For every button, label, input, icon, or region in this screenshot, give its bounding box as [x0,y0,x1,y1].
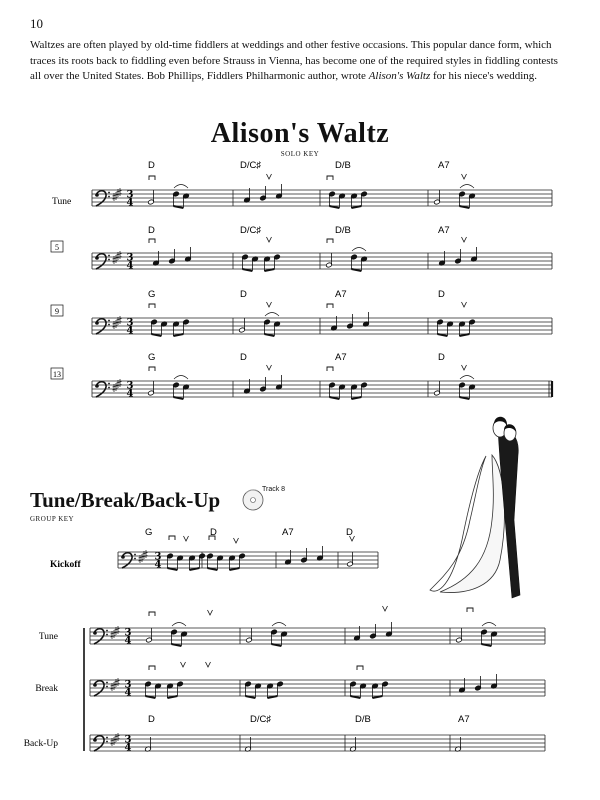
time-signature-bottom: 4 [126,325,134,337]
clef-dot [108,324,110,326]
sharp-sign [113,383,118,392]
chord-symbol: D [240,289,247,300]
chord-symbol: D [438,289,445,300]
kickoff-chord: D [210,527,217,538]
part-label: Back-Up [23,739,58,749]
chord-symbol: D/C♯ [240,225,262,236]
down-bow-mark [149,239,155,243]
group-key-label: GROUP KEY [30,515,75,523]
clef-dot [106,737,108,739]
chord-symbol: A7 [438,225,450,236]
sharp-sign [139,554,144,563]
clef-dot [134,554,136,556]
down-bow-mark [357,666,363,670]
clef-dot [106,686,108,688]
time-signature-bottom: 4 [154,559,162,571]
backup-chord: D/B [355,714,371,725]
clef-dot [108,259,110,261]
slur [265,313,279,317]
intro-text: Waltzes are often played by old-time fiddlers at weddings and other festive occasions. This popular dance form, which traces its roots back to fiddling even before Strauss in Vienna, has become one of the required styles in fiddling contests all over the United States. Bob Phillips, Fiddlers Philharmonic author, wrote [30,39,558,82]
measure-number: 13 [53,370,61,379]
sharp-sign [115,626,120,635]
bass-clef-dot [95,193,99,197]
sharp-sign [117,316,122,325]
clef-dot [106,634,108,636]
slur [460,376,474,380]
up-bow-mark [181,662,186,667]
bass-clef [96,191,106,206]
chord-symbol: D [438,352,445,363]
down-bow-mark [467,608,473,612]
time-signature-bottom: 4 [124,742,132,754]
part-label: Break [35,684,58,694]
sharp-sign [113,320,118,329]
down-bow-mark [149,304,155,308]
sharp-sign [111,630,116,639]
clef-dot [106,630,108,632]
kickoff-label: Kickoff [50,560,81,570]
solo-key-label: SOLO KEY [280,150,320,158]
down-bow-mark [149,367,155,371]
up-bow-mark [206,662,211,667]
slur [272,623,286,627]
measure-number: 5 [55,243,59,252]
chord-symbol: A7 [438,160,450,171]
bass-clef-dot [95,321,99,325]
time-signature-top: 3 [124,734,132,746]
sharp-sign [113,192,118,201]
chord-symbol: D/C♯ [240,160,262,171]
group-staff [90,626,545,644]
clef-dot [108,383,110,385]
slur [174,185,188,189]
clef-dot [108,196,110,198]
time-signature-top: 3 [126,252,134,264]
up-bow-mark [462,365,467,370]
chord-symbol: G [148,352,156,363]
up-bow-mark [267,302,272,307]
down-bow-mark [327,176,333,180]
bass-clef-dot [95,256,99,260]
slur [482,623,496,627]
chord-symbol: D/B [335,160,351,171]
up-bow-mark [208,610,213,615]
sharp-sign [113,255,118,264]
measure-number: 9 [55,307,59,316]
track-label: Track 8 [262,486,286,493]
sharp-sign [115,733,120,742]
down-bow-mark [327,304,333,308]
chord-symbol: A7 [335,352,347,363]
up-bow-mark [267,237,272,242]
up-bow-mark [267,365,272,370]
up-bow-mark [462,237,467,242]
slur [460,185,474,189]
sharp-sign [111,737,116,746]
kickoff-chord: D [346,527,353,538]
down-bow-mark [169,536,175,540]
bass-clef [122,553,132,568]
chord-symbol: D [240,352,247,363]
chord-symbol: A7 [335,289,347,300]
time-signature-bottom: 4 [126,388,134,400]
backup-chord: A7 [458,714,470,725]
time-signature-top: 3 [124,679,132,691]
sharp-sign [117,188,122,197]
sharp-sign [117,379,122,388]
sharp-sign [117,251,122,260]
down-bow-mark [327,239,333,243]
clef-dot [134,558,136,560]
chord-symbol: D [148,225,155,236]
bass-clef [94,736,104,751]
chord-symbol: D/B [335,225,351,236]
up-bow-mark [383,606,388,611]
clef-dot [108,387,110,389]
bass-clef-dot [93,738,97,742]
chord-symbol: G [148,289,156,300]
down-bow-mark [149,612,155,616]
section-title: Tune/Break/Back-Up [30,488,221,512]
solo-staff [92,251,552,269]
kickoff-chord: G [145,527,153,538]
intro-text-end: for his niece's wedding. [430,70,537,82]
up-bow-mark [234,538,239,543]
time-signature-top: 3 [126,380,134,392]
dancing-couple-illustration [430,417,520,598]
clef-dot [106,741,108,743]
sharp-sign [111,682,116,691]
time-signature-top: 3 [126,317,134,329]
clef-dot [108,320,110,322]
bass-clef-dot [93,631,97,635]
clef-dot [108,192,110,194]
sharp-sign [115,678,120,687]
time-signature-bottom: 4 [124,635,132,647]
up-bow-mark [184,536,189,541]
bass-clef [96,254,106,269]
bass-clef [94,681,104,696]
down-bow-mark [149,666,155,670]
slur [174,376,188,380]
bass-clef-dot [95,384,99,388]
down-bow-mark [149,176,155,180]
page-number: 10 [30,16,43,31]
clef-dot [106,682,108,684]
time-signature-bottom: 4 [126,197,134,209]
bass-clef [96,319,106,334]
chord-symbol: D [148,160,155,171]
backup-chord: D/C♯ [250,714,272,725]
bass-clef [96,382,106,397]
clef-dot [108,255,110,257]
bass-clef [94,629,104,644]
bass-clef-dot [93,683,97,687]
cd-hole-icon [251,498,256,503]
time-signature-top: 3 [154,551,162,563]
bass-clef-dot [121,555,125,559]
slur [172,623,186,627]
part-label: Tune [38,632,58,642]
intro-song-title: Alison's Waltz [368,70,431,82]
time-signature-bottom: 4 [126,260,134,272]
time-signature-bottom: 4 [124,687,132,699]
time-signature-top: 3 [126,189,134,201]
song-title: Alison's Waltz [210,118,390,149]
up-bow-mark [267,174,272,179]
up-bow-mark [462,174,467,179]
tune-label: Tune [52,197,72,207]
down-bow-mark [327,367,333,371]
sharp-sign [143,550,148,559]
kickoff-chord: A7 [282,527,294,538]
slur [352,248,366,252]
backup-chord: D [148,714,155,725]
solo-staff [92,379,552,397]
solo-staff [92,188,552,206]
up-bow-mark [462,302,467,307]
group-staff [90,733,545,751]
time-signature-top: 3 [124,627,132,639]
